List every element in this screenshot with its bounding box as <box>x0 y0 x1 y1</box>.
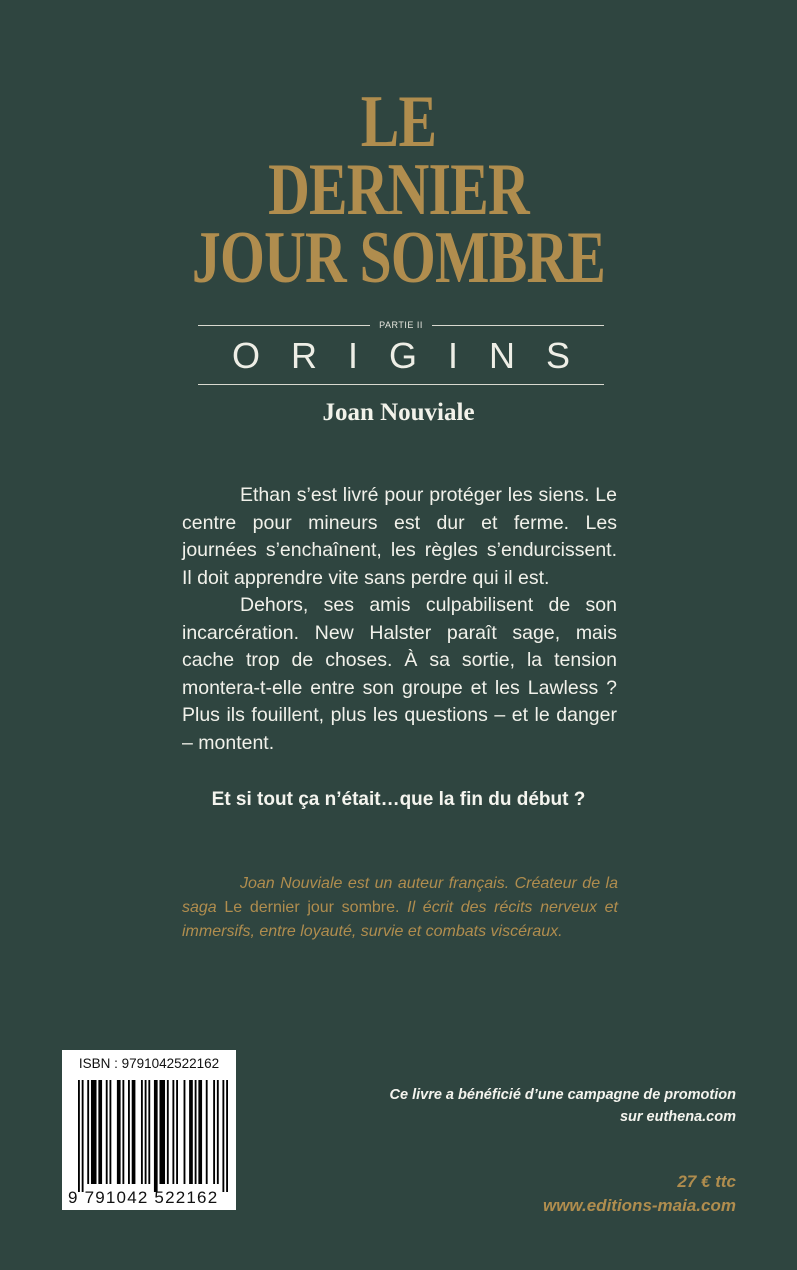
barcode-bar <box>167 1080 169 1184</box>
barcode-bar <box>172 1080 174 1184</box>
subtitle: ORIGINS <box>231 335 601 376</box>
author-name: Joan Nouviale <box>322 399 475 426</box>
author-bio <box>182 872 618 944</box>
barcode-bar <box>132 1080 136 1184</box>
barcode-bar <box>145 1080 147 1184</box>
barcode-bar <box>226 1080 228 1192</box>
barcode-bar <box>189 1080 193 1184</box>
barcode-bar <box>117 1080 121 1184</box>
bio-text-2: Il écrit des récits nerveux et immersifs, entre loyauté, survie et combats viscéraux. <box>182 899 619 940</box>
blurb-paragraph-2: Dehors, ses amis culpabilisent de son incarcération. New Halster paraît sage, mais cache trop de choses. À sa sortie, la tension montera-t-elle entre son groupe et les Lawless ? Plus ils fouillent, plus les questions – et le danger – montent. <box>182 594 617 754</box>
bio-book-name: Le dernier jour sombre. <box>224 899 400 916</box>
title-line-1: LE <box>360 81 437 163</box>
barcode-bar <box>109 1080 111 1184</box>
title-line-2: DERNIER <box>268 149 529 231</box>
tagline: Et si tout ça n’était…que la fin du début ? <box>211 789 586 810</box>
barcode-bar <box>154 1080 158 1192</box>
divider-line-left <box>198 325 370 326</box>
barcode-bar <box>198 1080 202 1184</box>
part-divider <box>198 318 604 332</box>
subtitle-underline <box>198 384 604 385</box>
barcode-bar <box>148 1080 150 1184</box>
isbn-label: ISBN : 9791042522162 <box>78 1056 220 1071</box>
promo-text <box>316 1084 736 1128</box>
promo-line-2: sur euthena.com <box>619 1109 736 1125</box>
title-line-3: JOUR SOMBRE <box>191 217 606 299</box>
barcode-bar <box>213 1080 215 1184</box>
divider-line-right <box>432 325 604 326</box>
barcode-bar <box>195 1080 197 1184</box>
promo-line-1: Ce livre a bénéficié d’une campagne de promotion <box>389 1087 736 1103</box>
barcode-bar <box>222 1080 224 1192</box>
barcode-bar <box>91 1080 97 1184</box>
bio-text-1: Joan Nouviale est un auteur français. Créateur de la saga <box>182 875 618 916</box>
barcode-bar <box>176 1080 178 1184</box>
barcode-bar <box>78 1080 80 1192</box>
publisher-website: www.editions-maia.com <box>542 1196 736 1215</box>
barcode-bar <box>87 1080 89 1184</box>
barcode-bar <box>206 1080 208 1184</box>
blurb-paragraph-1: Ethan s’est livré pour protéger les siens. Le centre pour mineurs est dur et ferme. Les journées s’enchaînent, les règles s’endurcissent. Il doit apprendre vite sans perdre qui il est. <box>182 484 617 589</box>
barcode-bar <box>106 1080 108 1184</box>
barcode-bar <box>159 1080 165 1184</box>
blurb <box>182 482 617 757</box>
isbn-digits: 9 791042 522162 <box>68 1188 219 1207</box>
barcode-bar <box>184 1080 186 1184</box>
barcode <box>62 1050 236 1210</box>
barcode-bar <box>122 1080 124 1184</box>
barcode-bar <box>98 1080 102 1184</box>
barcode-bars <box>78 1080 228 1192</box>
part-label: PARTIE II <box>379 320 423 330</box>
price: 27 € ttc <box>677 1172 736 1191</box>
book-title <box>0 81 797 299</box>
barcode-bar <box>141 1080 143 1184</box>
barcode-bar <box>217 1080 219 1184</box>
barcode-bar <box>82 1080 84 1192</box>
barcode-bar <box>128 1080 130 1184</box>
